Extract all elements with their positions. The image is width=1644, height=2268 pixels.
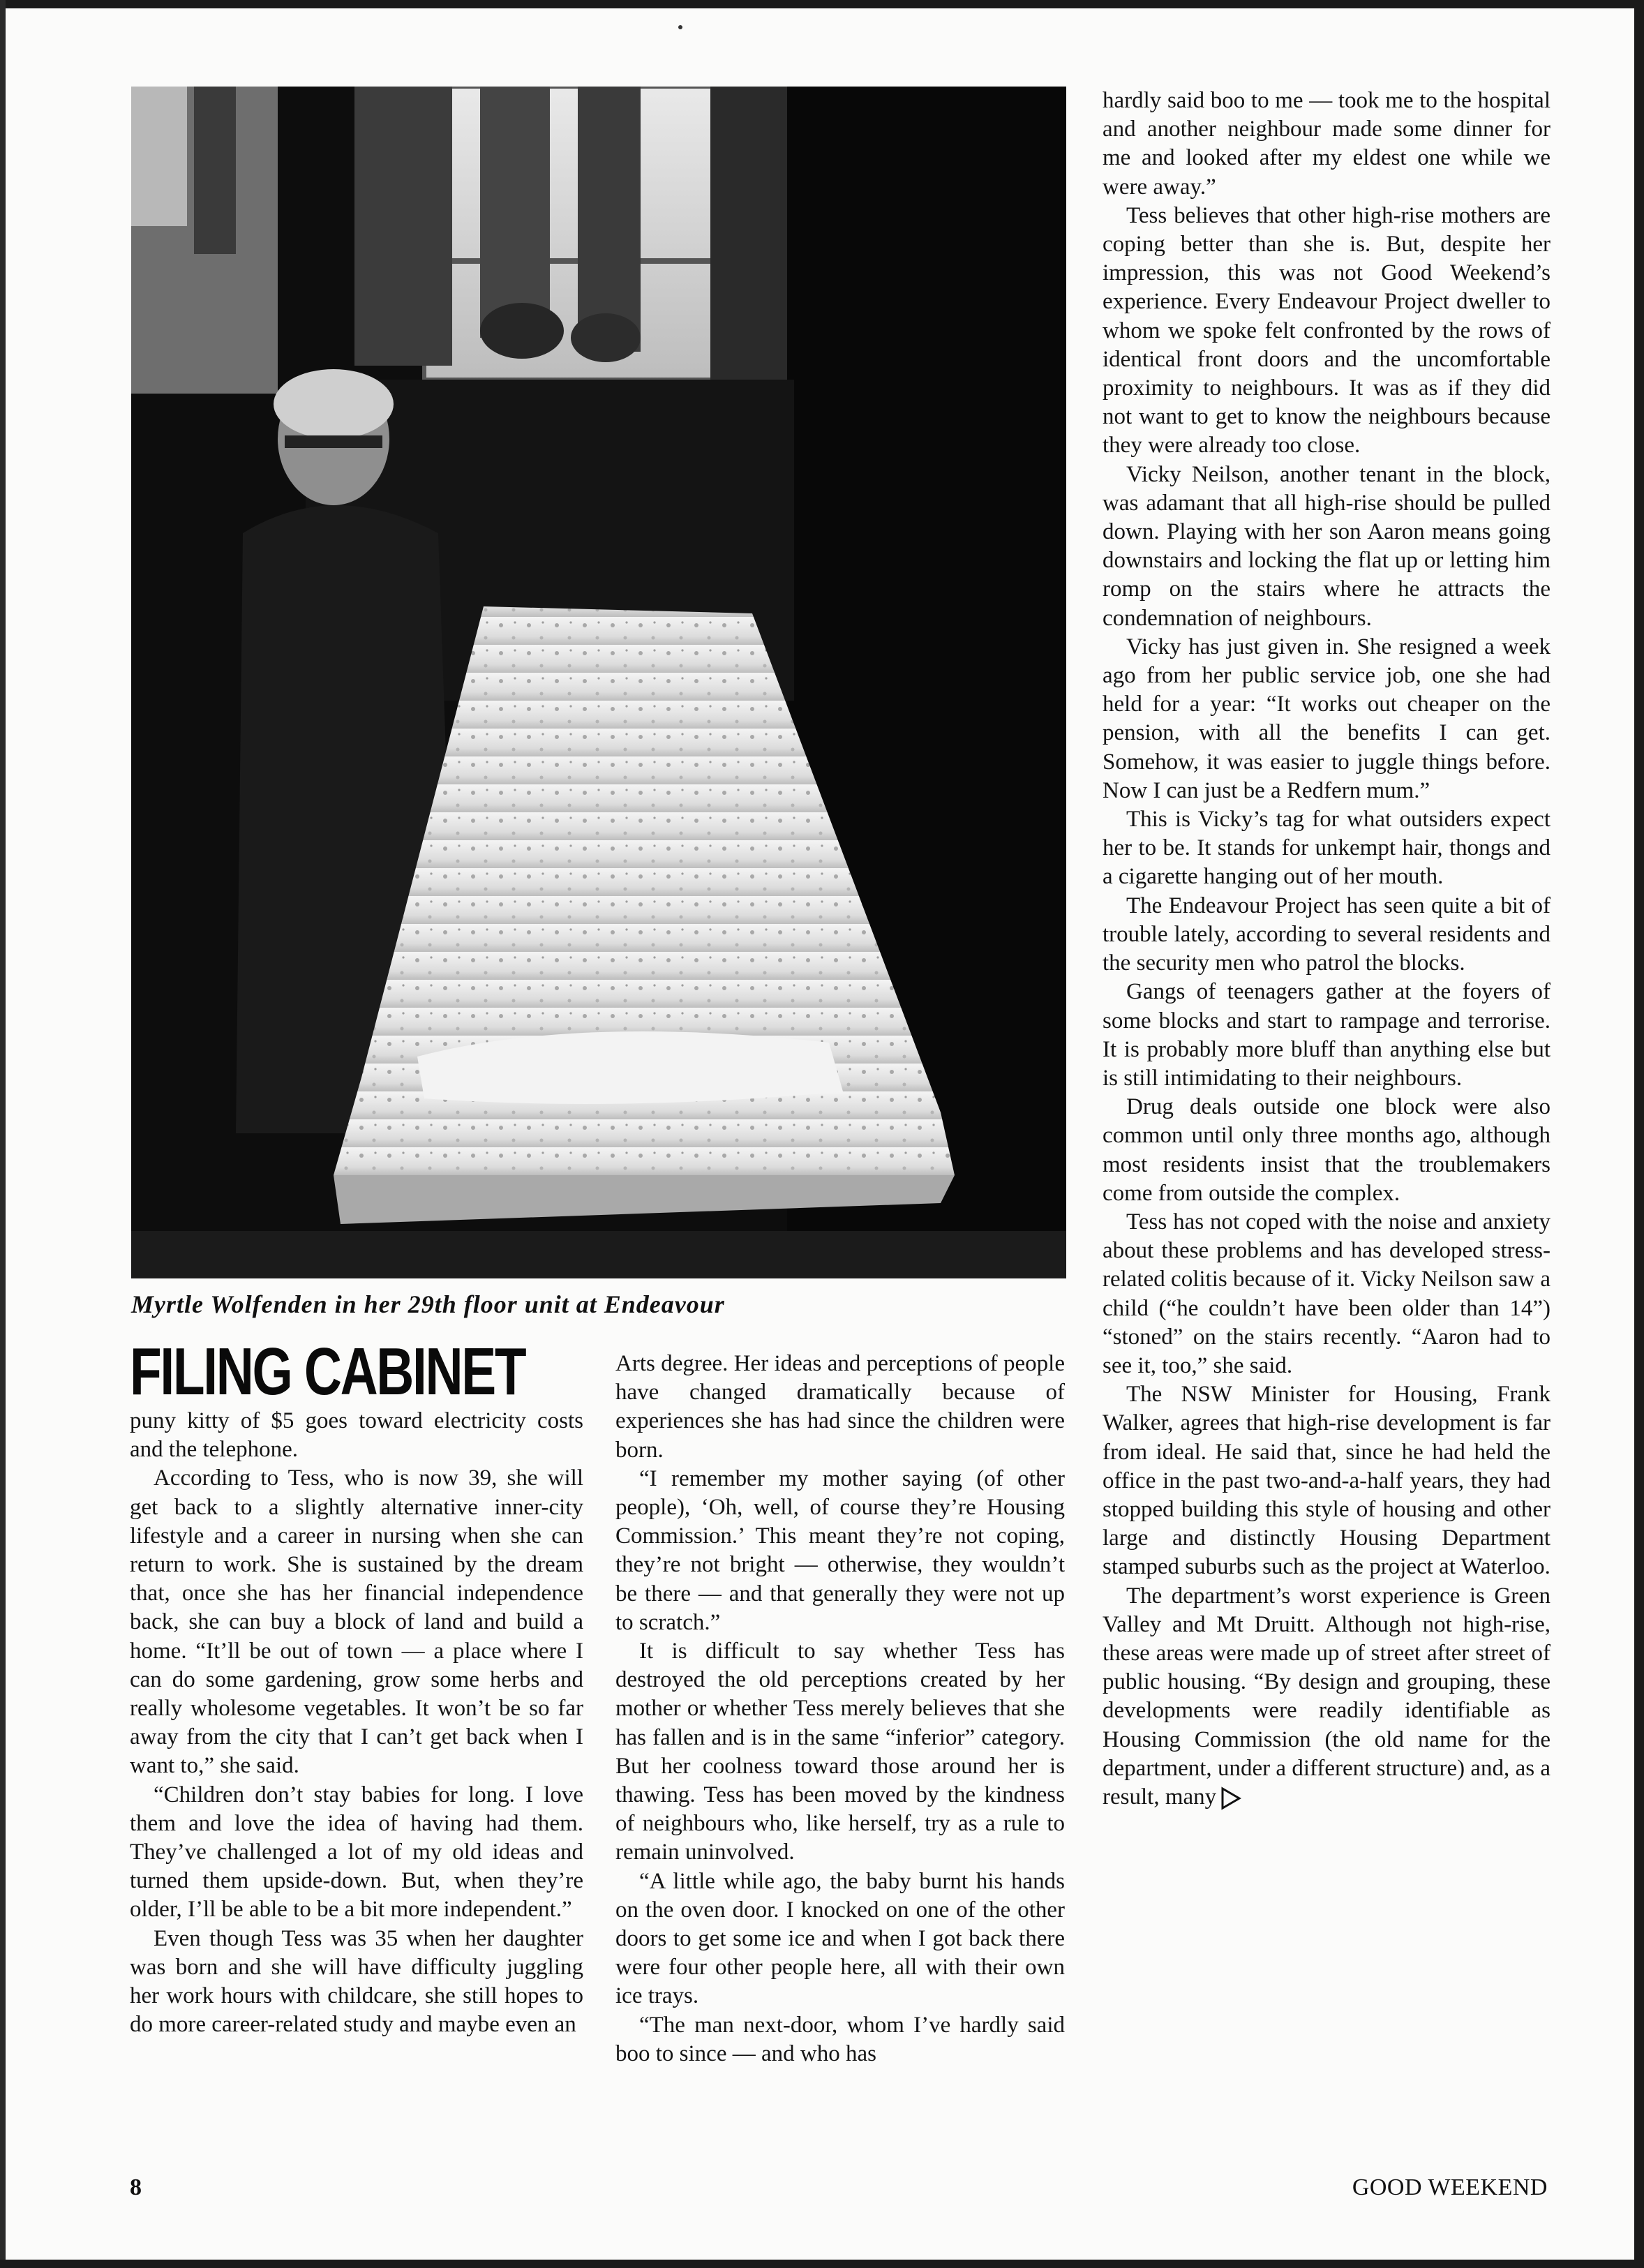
paragraph: Vicky Neilson, another tenant in the block, was adamant that all high-rise should be pulled down. Playing with her son Aaron means going downstairs and locking the flat up or letting him romp on the stairs where he attracts the condemnation of neighbours. [1103,461,1550,631]
paragraph: puny kitty of $5 goes toward electricity costs and the telephone. [130,1408,583,1463]
paragraph: The department’s worst experience is Green Valley and Mt Druitt. Although not high-rise, these areas were made up of street after street of public housing. “By design and grouping, these developments were readily identifiable as Housing Commission (the old name for the department, under a different structure) and, as a result, many [1103,1583,1550,1810]
article-column-3 [1103,87,1550,1812]
paragraph: “Children don’t stay babies for long. I love them and love the idea of having had them. They’ve challenged a lot of my old ideas and turned them upside-down. But, when they’re older, I’ll be able to be a bit more independent.” [130,1782,583,1923]
photograph [131,87,1066,1278]
paragraph-last [1103,1582,1550,1812]
photo-caption: Myrtle Wolfenden in her 29th floor unit at Endeavour [131,1290,725,1318]
scan-edge-right [1634,0,1644,2268]
paragraph: “The man next-door, whom I’ve hardly said boo to since — and who has [615,2012,1065,2066]
magazine-name: GOOD WEEKEND [1352,2174,1548,2200]
scan-speck [678,25,682,29]
paragraph: Gangs of teenagers gather at the foyers of some blocks and start to rampage and terrorise. It is probably more bluff than anything else but is still intimidating to their neighbours. [1103,979,1550,1091]
paragraph: This is Vicky’s tag for what outsiders expect her to be. It stands for unkempt hair, thongs and a cigarette hanging out of her mouth. [1103,807,1550,890]
paragraph: “I remember my mother saying (of other people), ‘Oh, well, of course they’re Housing Commission.’ This meant they’re not coping, they’re not bright — otherwise, they wouldn’t be there — and that generally they were not up to scratch.” [615,1465,1065,1635]
page-number: 8 [130,2174,142,2200]
photograph-woman-beside-bed-icon [131,87,1066,1278]
scan-edge-top [0,0,1644,8]
paragraph: Vicky has just given in. She resigned a week ago from her public service job, one she had held for a year: “It works out cheaper on the pension, with all the benefits I can get. Somehow, it was easier to juggle things before. Now I can just be a Redfern mum.” [1103,634,1550,803]
paragraph: hardly said boo to me — took me to the hospital and another neighbour made some dinner for me and looked after my eldest one while we were away.” [1103,88,1550,200]
paragraph: The NSW Minister for Housing, Frank Walker, agrees that high-rise development is far from ideal. He said that, since he had held the office in the past two-and-a-half years, they had stopped building this style of housing and other large and distinctly Housing Department stamped suburbs such as the project at Waterloo. [1103,1382,1550,1580]
scan-edge-bottom [0,2260,1644,2268]
article-column-1 [130,1407,583,2039]
section-headline: FILING CABINET [130,1334,525,1409]
paragraph: Tess believes that other high-rise mothers are coping better than she is. But, despite her impression, this was not Good Weekend’s experience. Every Endeavour Project dweller to whom we spoke felt confronted by the rows of identical front doors and the uncomfortable proximity to neighbours. It was as if they did not want to get to know the neighbours because they were already too close. [1103,202,1550,458]
paragraph: It is difficult to say whether Tess has destroyed the old perceptions created by her mother or whether Tess merely believes that she has fallen and is in the same “inferior” category. But her coolness toward those around her is thawing. Tess has been moved by the kindness of neighbours who, like herself, try as a rule to remain uninvolved. [615,1639,1065,1865]
paragraph: “A little while ago, the baby burnt his hands on the oven door. I knocked on one of the other doors to get some ice and when I got back there were four other people here, all with their own ice trays. [615,1868,1065,2009]
paragraph: Even though Tess was 35 when her daughter was born and she will have difficulty juggling her work hours with childcare, she still hopes to do more career-related study and maybe even an [130,1925,583,2038]
continue-arrow-icon [1220,1786,1241,1810]
paragraph: The Endeavour Project has seen quite a bit of trouble lately, according to several residents and the security men who patrol the blocks. [1103,893,1550,976]
paragraph: Arts degree. Her ideas and perceptions of people have changed dramatically because of experiences she has had since the children were born. [615,1351,1065,1463]
paragraph: Drug deals outside one block were also common until only three months ago, although most residents insist that the troublemakers come from outside the complex. [1103,1094,1550,1206]
article-column-2 [615,1350,1065,2068]
paragraph: Tess has not coped with the noise and anxiety about these problems and has developed stress-related colitis because of it. Vicky Neilson saw a child (“he couldn’t have been older than 14”) “stoned” on the stairs recently. “Aaron had to see it, too,” she said. [1103,1209,1550,1378]
paragraph: According to Tess, who is now 39, she will get back to a slightly alternative inner-city lifestyle and a career in nursing when she can return to work. She is sustained by the dream that, once she has her financial independence back, she can buy a block of land and build a home. “It’ll be out of town — a place where I can do some gardening, grow some herbs and really wholesome vegetables. It won’t be so far away from the city that I can’t get back when I want to,” she said. [130,1465,583,1779]
scan-edge-left [0,0,6,2268]
